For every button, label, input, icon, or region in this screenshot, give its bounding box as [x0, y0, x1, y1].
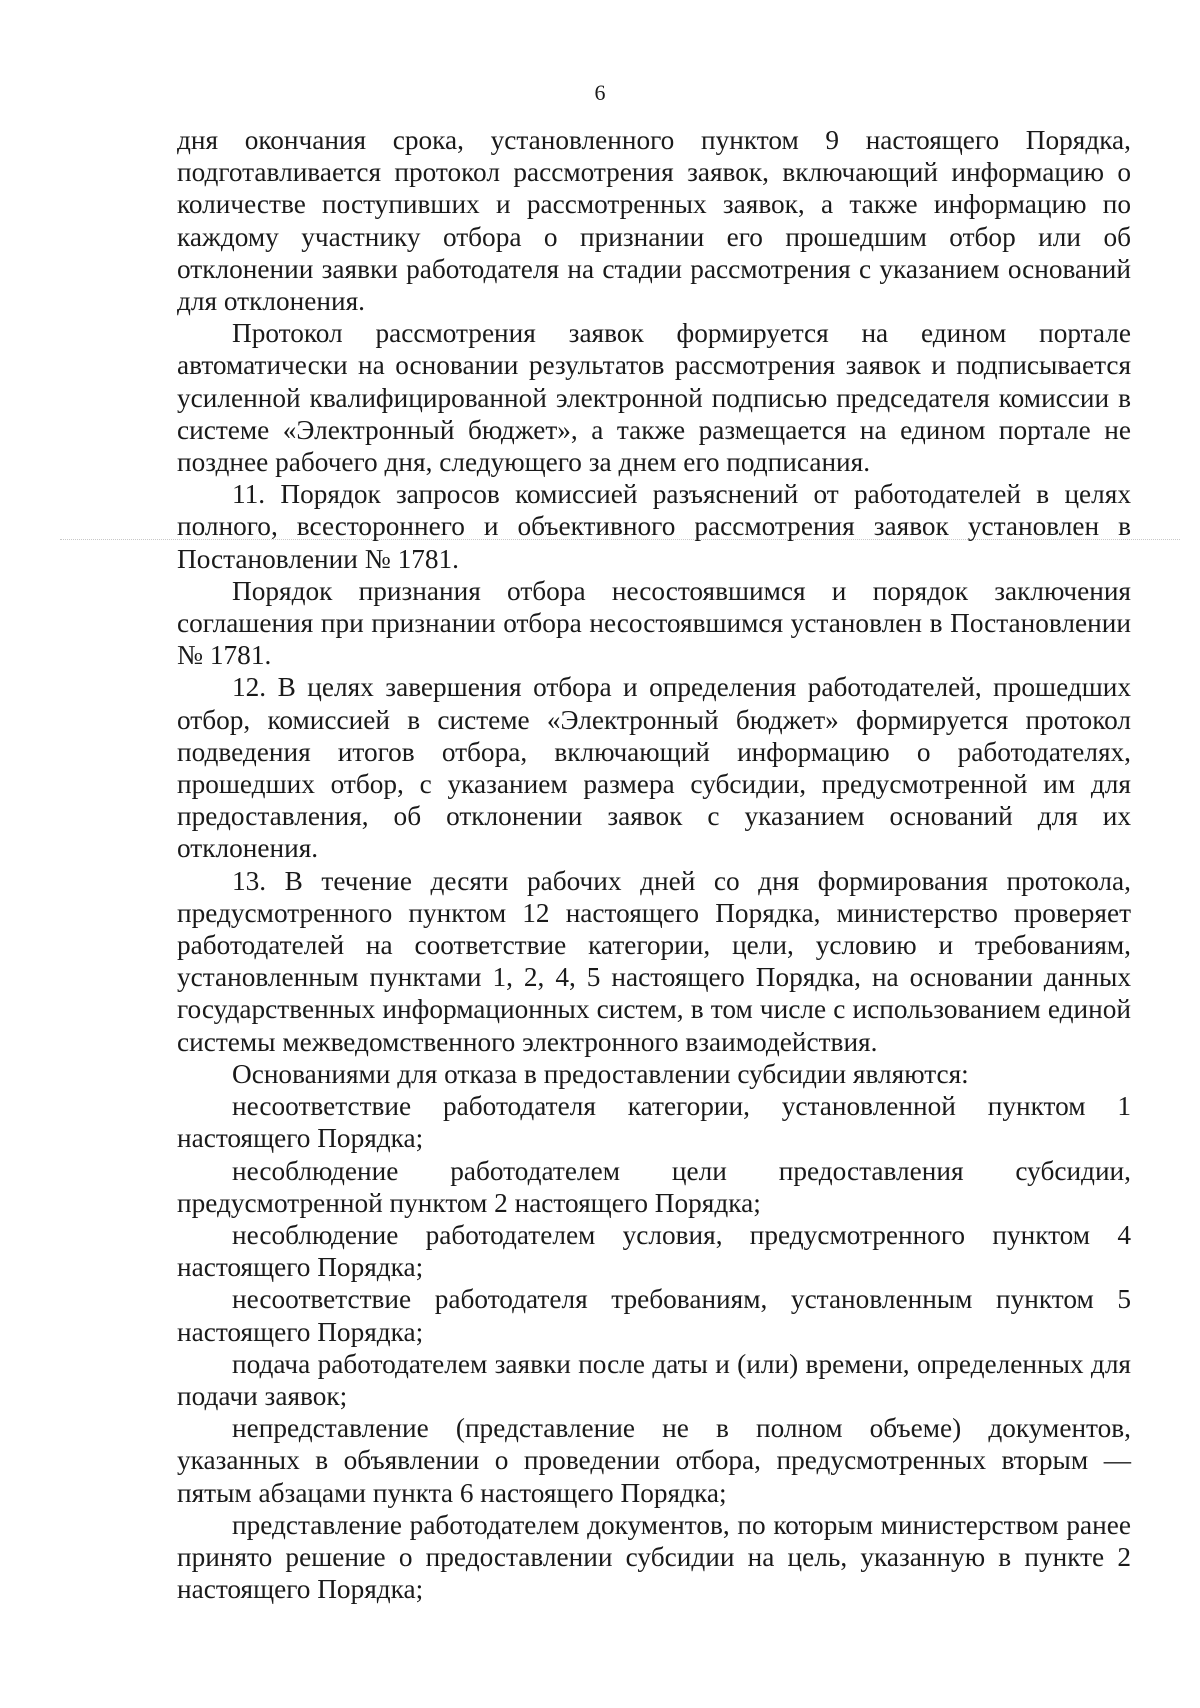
document-body: [177, 124, 1131, 1605]
paragraph: 11. Порядок запросов комиссией разъяснений от работодателей в целях полного, всестороннего и объективного рассмотрения заявок установлен в Постановлении № 1781.: [177, 479, 1131, 574]
paragraph: несоблюдение работодателем условия, предусмотренного пунктом 4 настоящего Порядка;: [177, 1219, 1131, 1283]
paragraph: подача работодателем заявки после даты и (или) времени, определенных для подачи заявок;: [177, 1348, 1131, 1411]
paragraph: 13. В течение десяти рабочих дней со дня формирования протокола, предусмотренного пунктом 12 настоящего Порядка, министерство проверяет работодателей на соответствие категории, цели, условию и требованиям, установленным пунктами 1, 2, 4, 5 настоящего Порядка, на основании данных государственных информационных систем, в том числе с использованием единой системы межведомственного электронного взаимодействия.: [177, 865, 1131, 1057]
paragraph: непредставление (представление не в полном объеме) документов, указанных в объявлении о проведении отбора, предусмотренных вторым — пятым абзацами пункта 6 настоящего Порядка;: [177, 1413, 1131, 1508]
paragraph: несоответствие работодателя категории, установленной пунктом 1 настоящего Порядка;: [177, 1091, 1131, 1154]
paragraph: представление работодателем документов, по которым министерством ранее принято решение о предоставлении субсидии на цель, указанную в пункте 2 настоящего Порядка;: [177, 1509, 1131, 1605]
paragraph: несоблюдение работодателем цели предоставления субсидии, предусмотренной пунктом 2 настоящего Порядка;: [177, 1155, 1131, 1218]
paragraph: Порядок признания отбора несостоявшимся и порядок заключения соглашения при признании отбора несостоявшимся установлен в Постановлении № 1781.: [177, 575, 1131, 671]
paragraph: Протокол рассмотрения заявок формируется на едином портале автоматически на основании результатов рассмотрения заявок и подписывается усиленной квалифицированной электронной подписью председателя комиссии в системе «Электронный бюджет», а также размещается на едином портале не позднее рабочего дня, следующего за днем его подписания.: [177, 318, 1131, 478]
page-number: 6: [594, 80, 606, 105]
paragraph: 12. В целях завершения отбора и определения работодателей, прошедших отбор, комиссией в системе «Электронный бюджет» формируется протокол подведения итогов отбора, включающий информацию о работодателях, прошедших отбор, с указанием размера субсидии, предусмотренной им для предоставления, об отклонении заявок с указанием оснований для их отклонения.: [177, 672, 1131, 864]
paragraph: Основаниями для отказа в предоставлении субсидии являются:: [232, 1058, 969, 1089]
paragraph: несоответствие работодателя требованиям, установленным пунктом 5 настоящего Порядка;: [177, 1284, 1131, 1347]
paragraph: дня окончания срока, установленного пунктом 9 настоящего Порядка, подготавливается протокол рассмотрения заявок, включающий информацию о количестве поступивших и рассмотренных заявок, а также информацию по каждому участнику отбора о признании его прошедшим отбор или об отклонении заявки работодателя на стадии рассмотрения с указанием оснований для отклонения.: [177, 125, 1131, 317]
